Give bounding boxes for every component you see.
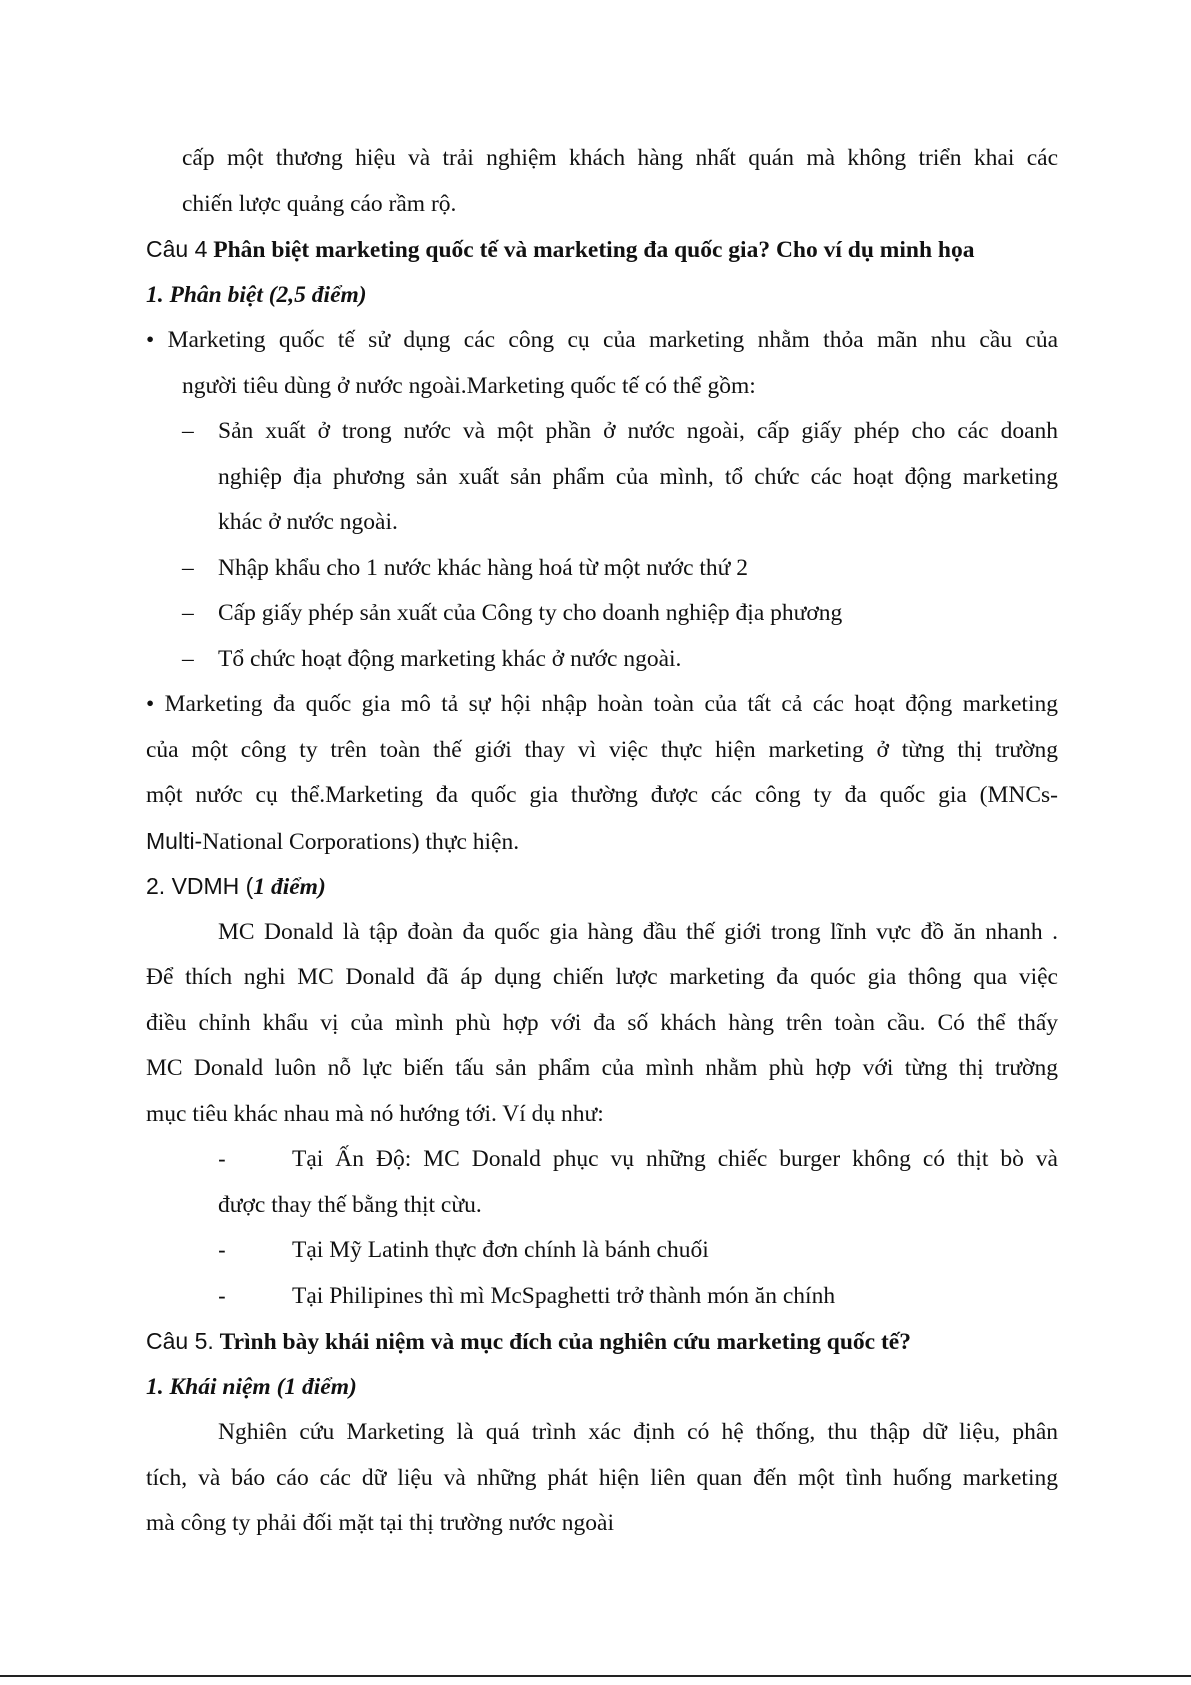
example-item <box>146 1137 1058 1183</box>
paragraph-line: mà công ty phải đối mặt tại thị trường nước ngoài <box>146 1510 615 1536</box>
question-5-heading <box>146 1319 1058 1365</box>
dash-marker: – <box>182 645 194 672</box>
question-label: Câu 5. <box>146 1328 214 1354</box>
dash-list-item <box>146 591 1058 637</box>
dash-list-item <box>146 637 1058 683</box>
paragraph-line: MC Donald là tập đoàn đa quốc gia hàng đầu thế giới trong lĩnh vực đồ ăn nhanh . <box>218 918 1058 945</box>
list-item-text: Nhập khẩu cho 1 nước khác hàng hoá từ một nước thứ 2 <box>218 554 749 581</box>
bullet-continuation: người tiêu dùng ở nước ngoài.Marketing quốc tế có thể gồm: <box>182 372 756 399</box>
example-text: Tại Ấn Độ: MC Donald phục vụ những chiếc burger không có thịt bò và <box>292 1146 1058 1172</box>
list-item-continuation: nghiệp địa phương sản xuất sản phẩm của mình, tổ chức các hoạt động marketing <box>218 463 1058 490</box>
list-item-text: Cấp giấy phép sản xuất của Công ty cho doanh nghiệp địa phương <box>218 600 843 626</box>
paragraph-line: Để thích nghi MC Donald đã áp dụng chiến lược marketing đa quóc gia thông qua việc <box>146 964 1058 990</box>
list-item-text: Sản xuất ở trong nước và một phần ở nước ngoài, cấp giấy phép cho các doanh <box>218 418 1058 444</box>
paragraph-line: mục tiêu khác nhau mà nó hướng tới. Ví dụ như: <box>146 1100 604 1127</box>
dash-list-item <box>146 409 1058 455</box>
hyphen-marker: - <box>218 1146 226 1172</box>
paragraph-line: cấp một thương hiệu và trải nghiệm khách hàng nhất quán mà không triển khai các <box>182 145 1058 171</box>
page-bottom-rule <box>0 1675 1191 1677</box>
document-page <box>146 136 1058 1547</box>
multi-rest: National Corporations) thực hiện. <box>202 828 520 855</box>
paragraph-line: tích, và báo cáo các dữ liệu và những phát hiện liên quan đến một tình huống marketing <box>146 1464 1058 1491</box>
dash-marker: – <box>182 600 194 626</box>
example-item <box>146 1228 1058 1274</box>
dash-list-item <box>146 546 1058 592</box>
question-title: Trình bày khái niệm và mục đích của nghiên cứu marketing quốc tế? <box>219 1329 911 1355</box>
paragraph-line <box>146 819 1058 865</box>
dash-marker: – <box>182 554 194 581</box>
example-item <box>146 1274 1058 1320</box>
section-label: 2. VDMH ( <box>146 873 254 899</box>
question-4-heading <box>146 227 1058 273</box>
section-heading <box>146 864 1058 910</box>
hyphen-marker: - <box>218 1282 226 1309</box>
paragraph-line: MC Donald luôn nỗ lực biến tấu sản phẩm của mình nhằm phù hợp với từng thị trường <box>146 1055 1058 1081</box>
section-heading: 1. Khái niệm (1 điểm) <box>146 1373 357 1400</box>
paragraph-line: của một công ty trên toàn thế giới thay vì việc thực hiện marketing ở từng thị trường <box>146 736 1058 763</box>
paragraph-line: một nước cụ thể.Marketing đa quốc gia thường được các công ty đa quốc gia (MNCs- <box>146 782 1058 808</box>
example-text: Tại Philipines thì mì McSpaghetti trở thành món ăn chính <box>292 1282 836 1309</box>
list-item-text: Tổ chức hoạt động marketing khác ở nước ngoài. <box>218 645 682 672</box>
paragraph-line: chiến lược quảng cáo rầm rộ. <box>182 190 457 217</box>
example-text: Tại Mỹ Latinh thực đơn chính là bánh chuối <box>292 1237 709 1263</box>
example-continuation: được thay thế bằng thịt cừu. <box>218 1191 482 1218</box>
section-heading: 1. Phân biệt (2,5 điểm) <box>146 281 367 308</box>
list-item-continuation: khác ở nước ngoài. <box>218 509 398 535</box>
bullet-line: • Marketing đa quốc gia mô tả sự hội nhập hoàn toàn của tất cả các hoạt động marketing <box>146 691 1058 717</box>
paragraph-line: điều chỉnh khẩu vị của mình phù hợp với đa số khách hàng trên toàn cầu. Có thể thấy <box>146 1009 1058 1036</box>
hyphen-marker: - <box>218 1237 226 1263</box>
bullet-line: • Marketing quốc tế sử dụng các công cụ của marketing nhằm thỏa mãn nhu cầu của <box>146 327 1058 353</box>
question-title: Phân biệt marketing quốc tế và marketing đa quốc gia? Cho ví dụ minh họa <box>213 237 975 263</box>
multi-prefix: Multi- <box>146 827 203 854</box>
section-points: 1 điểm) <box>253 874 326 900</box>
dash-marker: – <box>182 418 194 444</box>
question-label: Câu 4 <box>146 236 208 262</box>
paragraph-line: Nghiên cứu Marketing là quá trình xác định có hệ thống, thu thập dữ liệu, phân <box>218 1419 1058 1445</box>
